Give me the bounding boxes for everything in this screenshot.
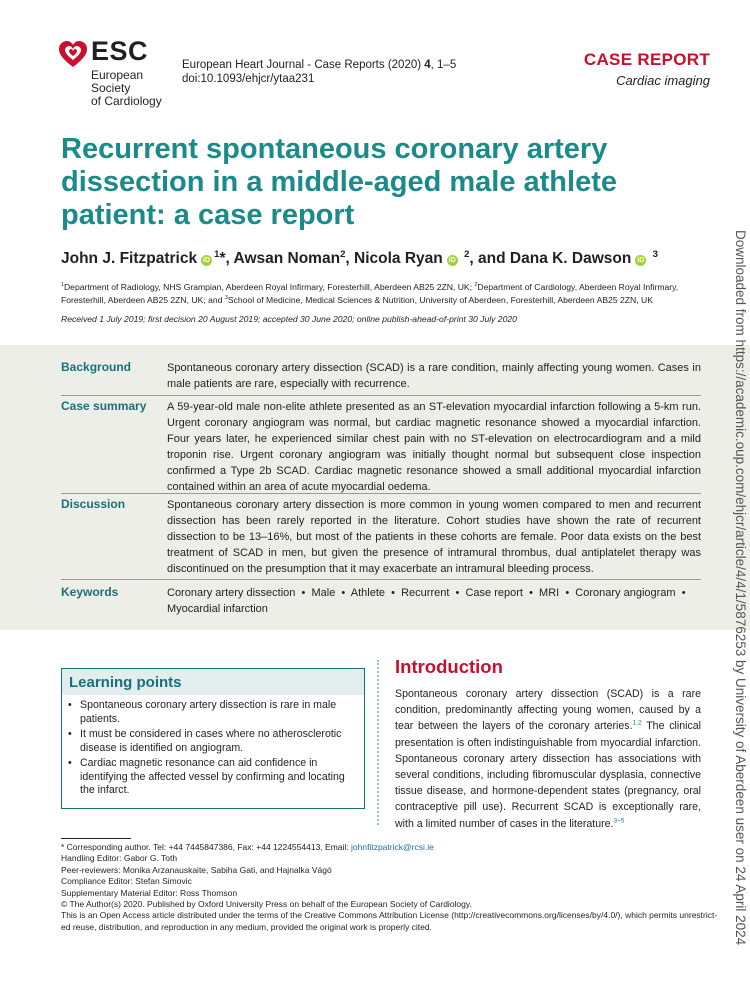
supplementary-editor: Supplementary Material Editor: Ross Thomson <box>61 887 238 898</box>
download-watermark: Downloaded from https://academic.oup.com/ehjcr/article/4/4/1/5876253 by University of Aberdeen user on 24 April 2024 <box>733 230 748 946</box>
author-name: John J. Fitzpatrick <box>61 250 198 267</box>
corresponding-author-mark: * <box>219 250 226 267</box>
corresponding-author <box>61 842 701 853</box>
structured-abstract <box>0 345 750 630</box>
learning-point: • Spontaneous coronary artery dissection is rare in male patients. <box>68 699 354 726</box>
learning-points-title: Learning points <box>69 674 182 691</box>
abstract-label: Keywords <box>61 585 119 599</box>
learning-point: • Cardiac magnetic resonance can aid confidence in identifying the affected vessel by confirming and locating the infarct. <box>68 757 354 798</box>
introduction-heading: Introduction <box>395 656 503 677</box>
compliance-editor: Compliance Editor: Stefan Simovic <box>61 876 192 887</box>
author-affiliation-mark: 2 <box>464 248 470 260</box>
footnote-rule <box>61 838 131 839</box>
license-text: ed reuse, distribution, and reproduction in any medium, provided the original work is properly cited. <box>61 921 432 932</box>
column-divider <box>377 660 379 825</box>
keyword: Myocardial infarction <box>167 603 268 615</box>
keyword: MRI <box>539 587 560 599</box>
affiliation-2: Department of Cardiology, Aberdeen Royal Infirmary, <box>477 282 679 292</box>
author-affiliation-mark: 2 <box>340 248 346 260</box>
email-link[interactable]: johnfitzpatrick@rcsi.ie <box>351 842 434 852</box>
keyword: Recurrent <box>401 587 450 599</box>
esc-logo <box>58 36 178 108</box>
corresponding-author-text: * Corresponding author. Tel: +44 7445847386, Fax: +44 1224554413, Email: <box>61 842 352 852</box>
journal-name: European Heart Journal - Case Reports (2020) <box>182 59 425 71</box>
peer-reviewers: Peer-reviewers: Monika Arzanauskaite, Sabiha Gati, and Hajnalka Vágó <box>61 864 332 875</box>
license-text: This is an Open Access article distributed under the terms of the Creative Commons Attribution License (http://creativecommons.org/licenses/by/4.0/), which permits unrestrict- <box>61 910 718 921</box>
affiliation-1: Department of Radiology, NHS Grampian, Aberdeen Royal Infirmary, Foresterhill, Aberdeen AB25 2ZN, UK; <box>63 282 475 292</box>
affiliation-2-cont: Foresterhill, Aberdeen AB25 2ZN, UK; and <box>61 295 225 305</box>
keyword: Case report <box>465 587 523 599</box>
keyword: Coronary artery dissection <box>167 587 296 599</box>
affiliations: $^1$Department of Radiology, NHS Grampian, Aberdeen Royal Infirmary, Foresterhill, Aberdeen AB25 2ZN, UK; $^2$Department of Cardiology, Aberdeen Royal Infirmary, Foresterhill, Aberdeen AB25 2ZN, UK; and $^3$School of Medicine, Medical Sciences & Nutrition, University of Aberdeen, Foresterhill, Aberdeen AB25 2ZN, UK <box>61 282 679 305</box>
orcid-icon[interactable]: iD <box>637 257 645 264</box>
journal-volume: 4 <box>424 59 431 71</box>
article-title: Recurrent spontaneous coronary artery dissection in a middle-aged male athlete patient: a case report <box>61 133 617 231</box>
abstract-divider <box>61 395 701 396</box>
abstract-divider <box>61 493 701 494</box>
abstract-label: Background <box>61 360 132 374</box>
keyword: Coronary angiogram <box>575 587 676 599</box>
article-subcategory: Cardiac imaging <box>616 73 710 88</box>
doi: doi:10.1093/ehjcr/ytaa231 <box>182 73 315 85</box>
abstract-label: Discussion <box>61 497 126 511</box>
orcid-icon[interactable]: iD <box>203 257 211 264</box>
keyword: Male <box>311 587 336 599</box>
abstract-text: Spontaneous coronary artery dissection (SCAD) is a rare condition, mainly affecting young women. Cases in male patients are rare, especially with recurrence. <box>167 362 701 390</box>
esc-subtitle-line2: of Cardiology <box>91 94 162 108</box>
abstract-text: Spontaneous coronary artery dissection is more common in young women compared to men and recurrent dissection has been rarely reported in the literature. Cohort studies have shown the rate of recurrent dissection to be 13–16%, but most of the patients in these cohorts are female. Poor data exists on the best treatment of SCAD in men, but given the presence of intramural thrombus, dual antiplatelet therapy was discontinued on the presumption that it may exacerbate an intramural bleeding process. <box>167 499 701 575</box>
learning-point: • It must be considered in cases where no atherosclerotic disease is identified on angiogram. <box>68 728 354 755</box>
abstract-label: Case summary <box>61 399 147 413</box>
author-affiliation-mark: 3 <box>652 248 659 260</box>
keyword: Athlete <box>350 587 386 599</box>
learning-points-header <box>62 669 364 695</box>
reference-link[interactable]: 1,2 <box>632 719 642 727</box>
introduction-paragraph: Spontaneous coronary artery dissection (SCAD) is a rare condition, predominantly affecting young women, caused by a tear between the layers of the coronary arteries. <box>395 688 701 733</box>
footnotes <box>61 842 718 933</box>
esc-subtitle-line1: European Society <box>91 68 144 95</box>
reference-link[interactable]: 3–5 <box>613 817 625 825</box>
affiliation-3: School of Medicine, Medical Sciences & Nutrition, University of Aberdeen, Foresterhill, Aberdeen AB25 2ZN, UK <box>227 295 653 305</box>
journal-citation <box>182 58 456 86</box>
esc-wordmark: ESC <box>91 36 149 66</box>
author-name: Nicola Ryan <box>354 250 443 267</box>
learning-points-box <box>61 668 365 809</box>
handling-editor: Handling Editor: Gabor G. Toth <box>61 853 178 864</box>
heart-icon <box>58 40 88 68</box>
introduction-text <box>395 686 701 832</box>
author-list: John J. Fitzpatrick $iD^1*$, Awsan Noman$^2$, Nicola Ryan iD $^2$, and Dana K. Dawson iD $^3$ <box>61 248 659 267</box>
abstract-divider <box>61 579 701 580</box>
author-name: Awsan Noman <box>233 250 341 267</box>
article-dates: Received 1 July 2019; first decision 20 August 2019; accepted 30 June 2020; online publish-ahead-of-print 30 July 2020 <box>61 314 517 324</box>
article-category: CASE REPORT <box>583 50 710 69</box>
learning-points-list <box>68 699 354 800</box>
journal-pages: , 1–5 <box>430 59 457 71</box>
orcid-icon[interactable]: iD <box>448 257 456 264</box>
abstract-text: A 59-year-old male non-elite athlete presented as an ST-elevation myocardial infarction following a 5-km run. Urgent coronary angiogram was normal, but cardiac magnetic resonance showed a myocardial infarction. Four years later, he experienced similar chest pain with no ST-elevation on electrocardiogram and a mild troponin rise. Urgent coronary angiogram was initially thought normal but subsequent close inspection confirmed a Type 2b SCAD. Cardiac magnetic resonance showed a small additional myocardial infarction contained within an area of acute myocardial oedema. <box>167 401 701 493</box>
author-affiliation-mark: 1 <box>214 248 220 260</box>
author-name: and Dana K. Dawson <box>478 250 632 267</box>
esc-subtitle <box>91 69 181 108</box>
introduction-paragraph: The clinical presentation is often indistinguishable from myocardial infarction. Spontaneous coronary artery dissection has associations with several conditions, including fibromuscular dysplasia, connective tissue disease, and hormone-dependent states (pregnancy, oral contraceptive pill use). Recurrent SCAD is exceptionally rare, with a limited number of cases in the literature. <box>395 720 701 830</box>
keyword-list: Coronary artery dissection • Male • Athlete • Recurrent • Case report • MRI • Coronary angiogram • Myocardial infarction <box>167 587 689 615</box>
copyright: © The Author(s) 2020. Published by Oxford University Press on behalf of the European Society of Cardiology. <box>61 899 472 910</box>
